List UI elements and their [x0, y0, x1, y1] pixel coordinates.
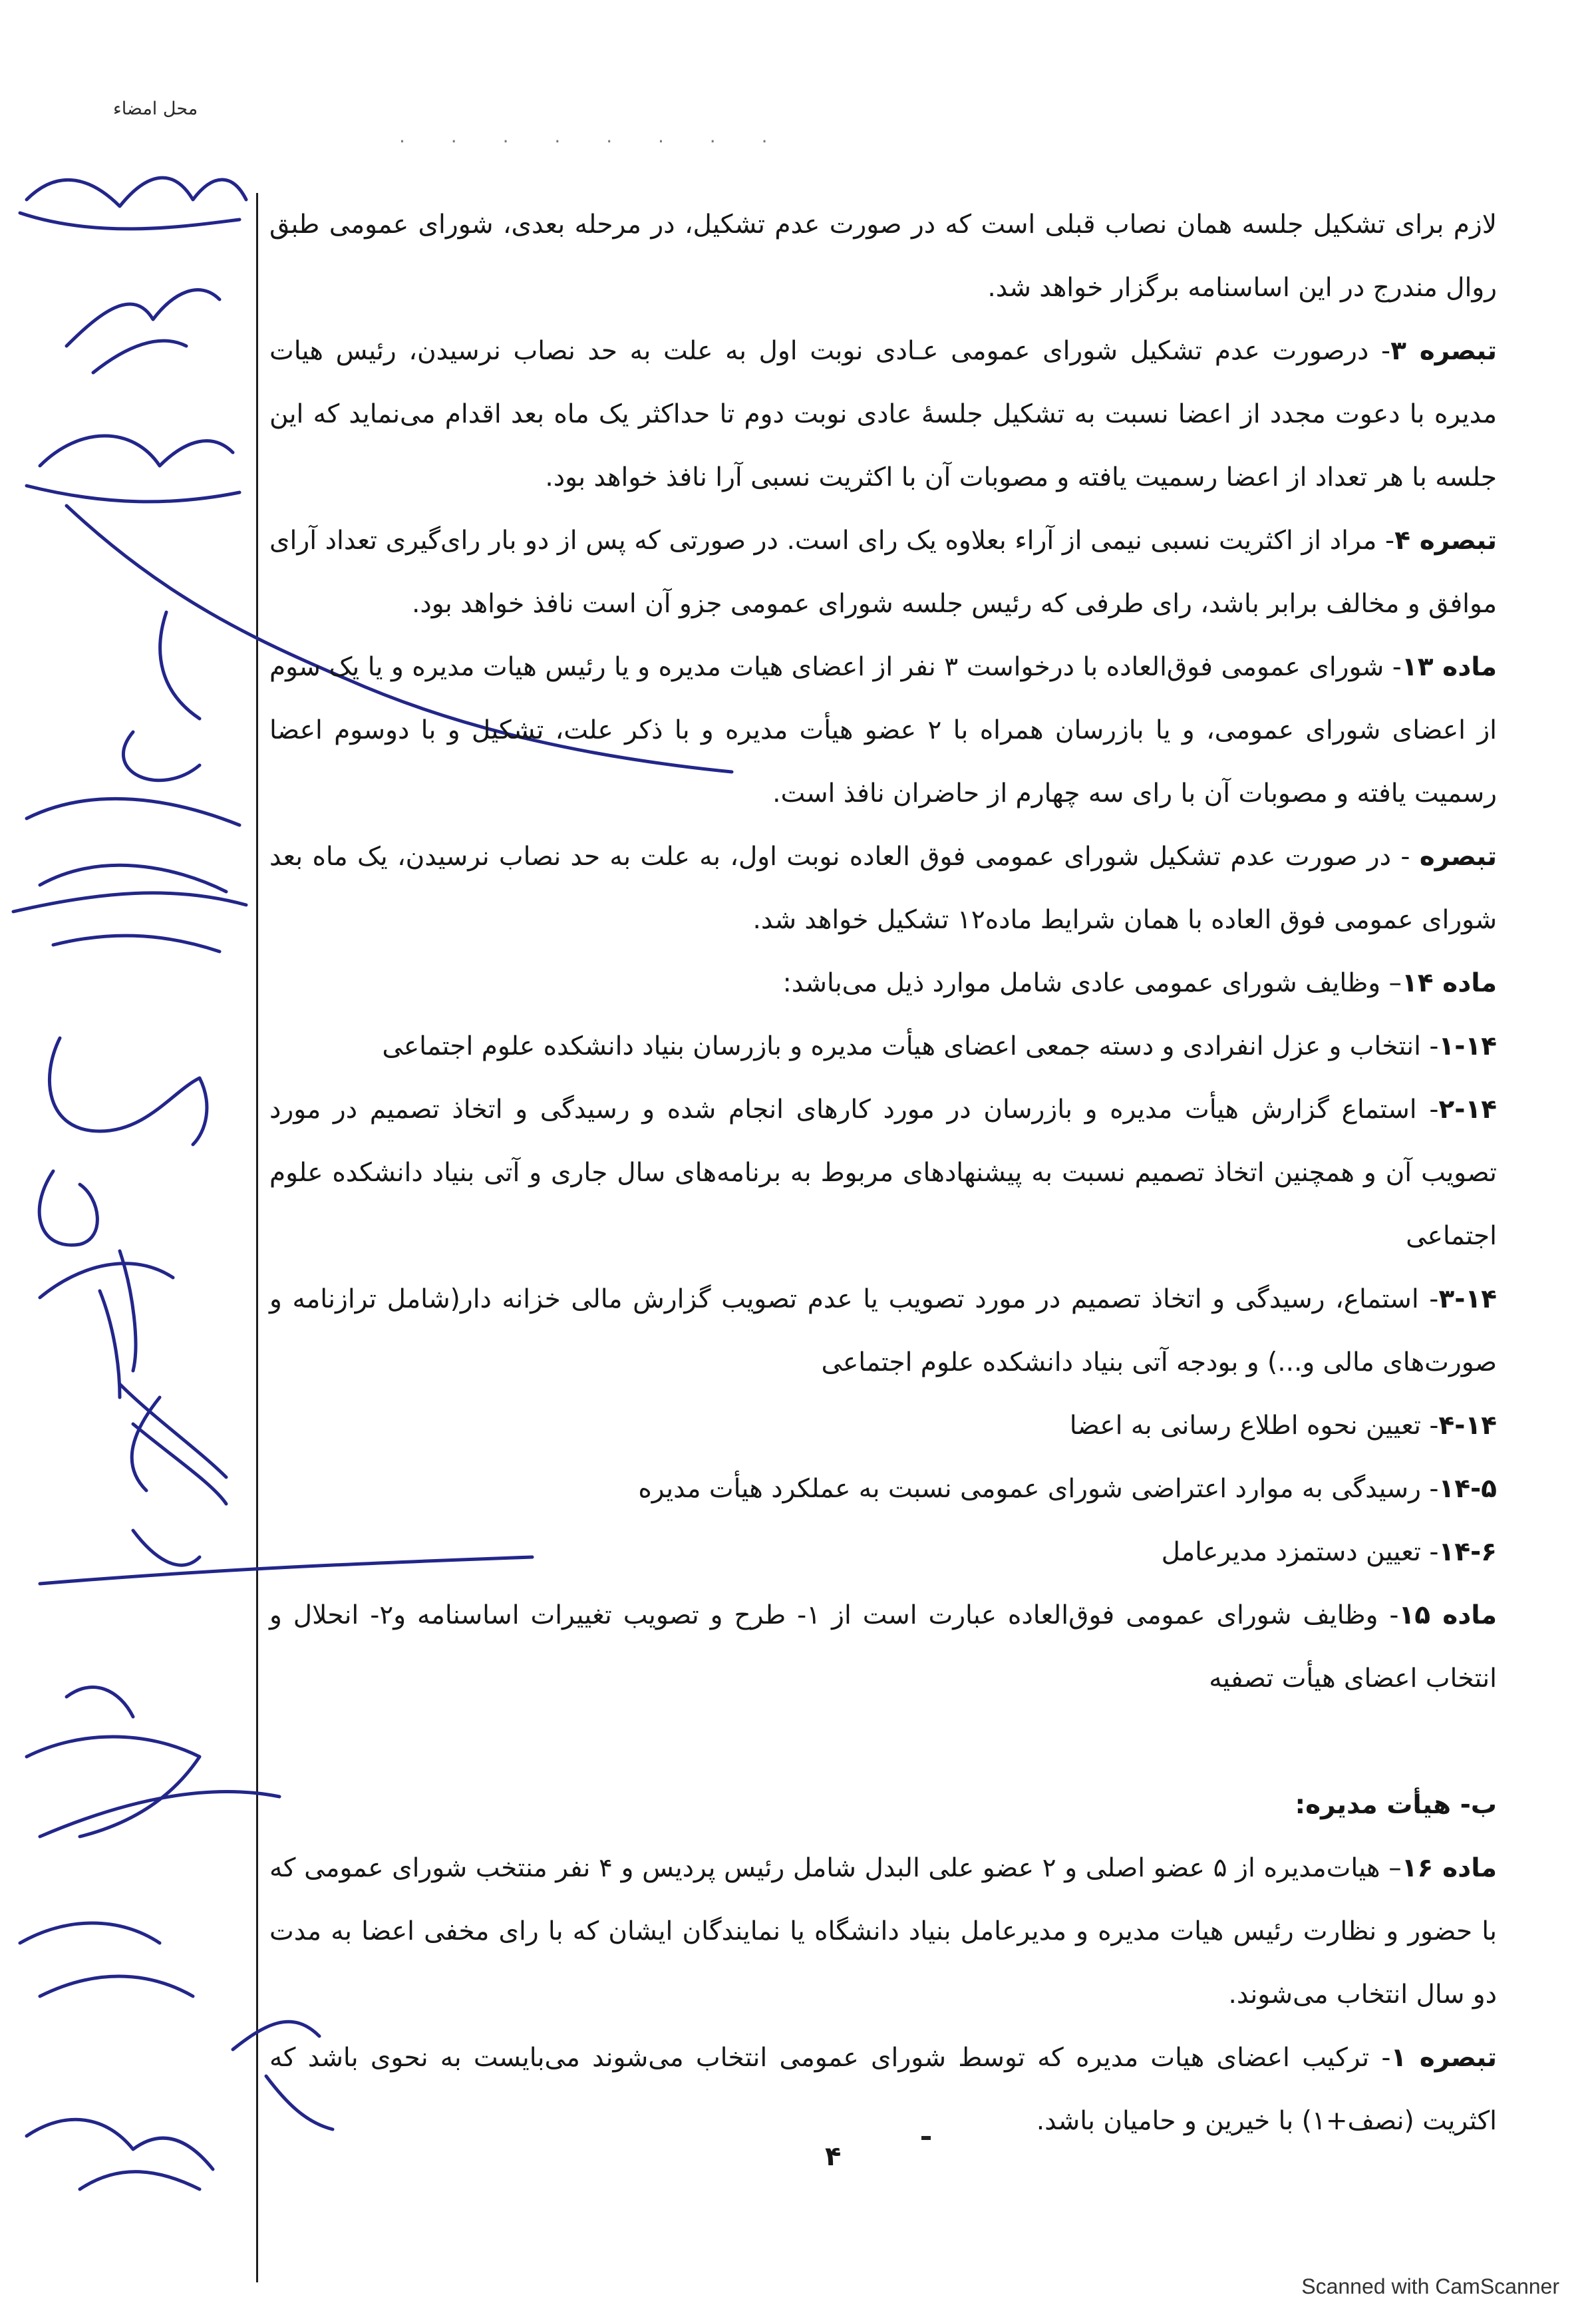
signature-8 — [120, 1384, 226, 1504]
clause-14-5: ۱۴-۵- رسیدگی به موارد اعتراضی شورای عمومی نسبت به عملکرد هیأت مدیره — [638, 1474, 1497, 1504]
margin-divider-line — [256, 193, 258, 2282]
article-14: ماده ۱۴– وظایف شورای عمومی عادی شامل موارد ذیل می‌باشد: — [782, 968, 1497, 998]
signature-2 — [67, 290, 220, 373]
signature-4 — [123, 612, 200, 781]
signature-10 — [27, 1687, 279, 1837]
note-article-13: تبصره - در صورت عدم تشکیل شورای عمومی فوق العاده نوبت اول، به علت به حد نصاب نرسیدن، یک ماه بعد شورای عمومی فوق العاده با همان شرایط ماده۱۲ تشکیل خواهد شد. — [269, 842, 1497, 935]
clause-14-3: ۳-۱۴- استماع، رسیدگی و اتخاذ تصمیم در مورد تصویب یا عدم تصویب گزارش مالی خزانه دار(شامل ترازنامه و صورت‌های مالی و...) و بودجه آتی بنیاد دانشکده علوم اجتماعی — [269, 1284, 1497, 1377]
signature-5 — [13, 799, 246, 952]
document-body — [269, 193, 1497, 2153]
article-15: ماده ۱۵- وظایف شورای عمومی فوق‌العاده عبارت است از ۱- طرح و تصویب تغییرات اساسنامه و۲- انحلال و انتخاب اعضای هیأت تصفیه — [269, 1600, 1498, 1693]
note-3: تبصره ۳- درصورت عدم تشکیل شورای عمومی عـادی نوبت اول به علت به حد نصاب نرسیدن، رئیس هیات مدیره با دعوت مجدد از اعضا نسبت به تشکیل جلسهٔ عادی نوبت دوم تا حداکثر یک ماه بعد اقدام می‌نماید که این جلسه با هر تعداد از اعضا رسمیت یافته و مصوبات آن با اکثریت نسبی آرا نافذ خواهد بود. — [269, 336, 1497, 492]
signature-area-label: محل امضاء — [113, 98, 198, 119]
article-13: ماده ۱۳- شورای عمومی فوق‌العاده با درخواست ۳ نفر از اعضای هیات مدیره و یا رئیس هیات مدیره و یا یک سوم از اعضای شورای عمومی، و یا بازرسان همراه با ۲ عضو هیأت مدیره و با ذکر علت، تشکیل و با دوسوم اعضا رسمیت یافته و مصوبات آن با رای سه چهارم از حاضران نافذ است. — [269, 652, 1498, 808]
note-1-article-16: تبصره ۱- ترکیب اعضای هیات مدیره که توسط شورای عمومی انتخاب می‌شوند می‌بایست به نحوی باشد که اکثریت (نصف+۱) با خیرین و حامیان باشد. — [269, 2043, 1497, 2136]
paragraph-continuation: لازم برای تشکیل جلسه همان نصاب قبلی است که در صورت عدم تشکیل، در مرحله بعدی، شورای عمومی طبق روال مندرج در این اساسنامه برگزار خواهد شد. — [269, 210, 1497, 303]
signature-7 — [39, 1171, 173, 1397]
scanner-watermark: Scanned with CamScanner — [1301, 2274, 1559, 2298]
clause-14-6: ۱۴-۶- تعیین دستمزد مدیرعامل — [1161, 1537, 1497, 1567]
note-4: تبصره ۴- مراد از اکثریت نسبی نیمی از آراء بعلاوه یک رای است. در صورتی که پس از دو بار رای‌گیری تعداد آرای موافق و مخالف برابر باشد، رای طرفی که رئیس جلسه شورای عمومی جزو آن است نافذ خواهد بود. — [269, 526, 1497, 619]
page-number: ۴ — [825, 2141, 842, 2172]
page-mark — [921, 2136, 931, 2140]
section-heading-board: ب- هیأت مدیره: — [1295, 1790, 1497, 1820]
clause-14-2: ۲-۱۴- استماع گزارش هیأت مدیره و بازرسان در مورد کارهای انجام شده و رسیدگی و اتخاذ تصمیم در مورد تصویب آن و همچنین اتخاذ تصمیم نسبت به پیشنهادهای مربوط به برنامه‌های سال جاری و آتی بنیاد دانشکده علوم اجتماعی — [269, 1095, 1497, 1251]
scan-dots: . . . . . . . . — [399, 125, 788, 147]
article-16: ماده ۱۶– هیات‌مدیره از ۵ عضو اصلی و ۲ عضو علی البدل شامل رئیس پردیس و ۴ نفر منتخب شورای عمومی که با حضور و نظارت رئیس هیات مدیره و مدیرعامل بنیاد دانشگاه یا نمایندگان ایشان که با رای مخفی اعضا به مدت دو سال انتخاب می‌شوند. — [269, 1853, 1497, 2010]
signature-1 — [20, 178, 246, 229]
clause-14-1: ۱-۱۴- انتخاب و عزل انفرادی و دسته جمعی اعضای هیأت مدیره و بازرسان بنیاد دانشکده علوم اجتماعی — [382, 1031, 1497, 1061]
clause-14-4: ۴-۱۴- تعیین نحوه اطلاع رسانی به اعضا — [1069, 1411, 1497, 1441]
signature-6 — [49, 1038, 206, 1145]
